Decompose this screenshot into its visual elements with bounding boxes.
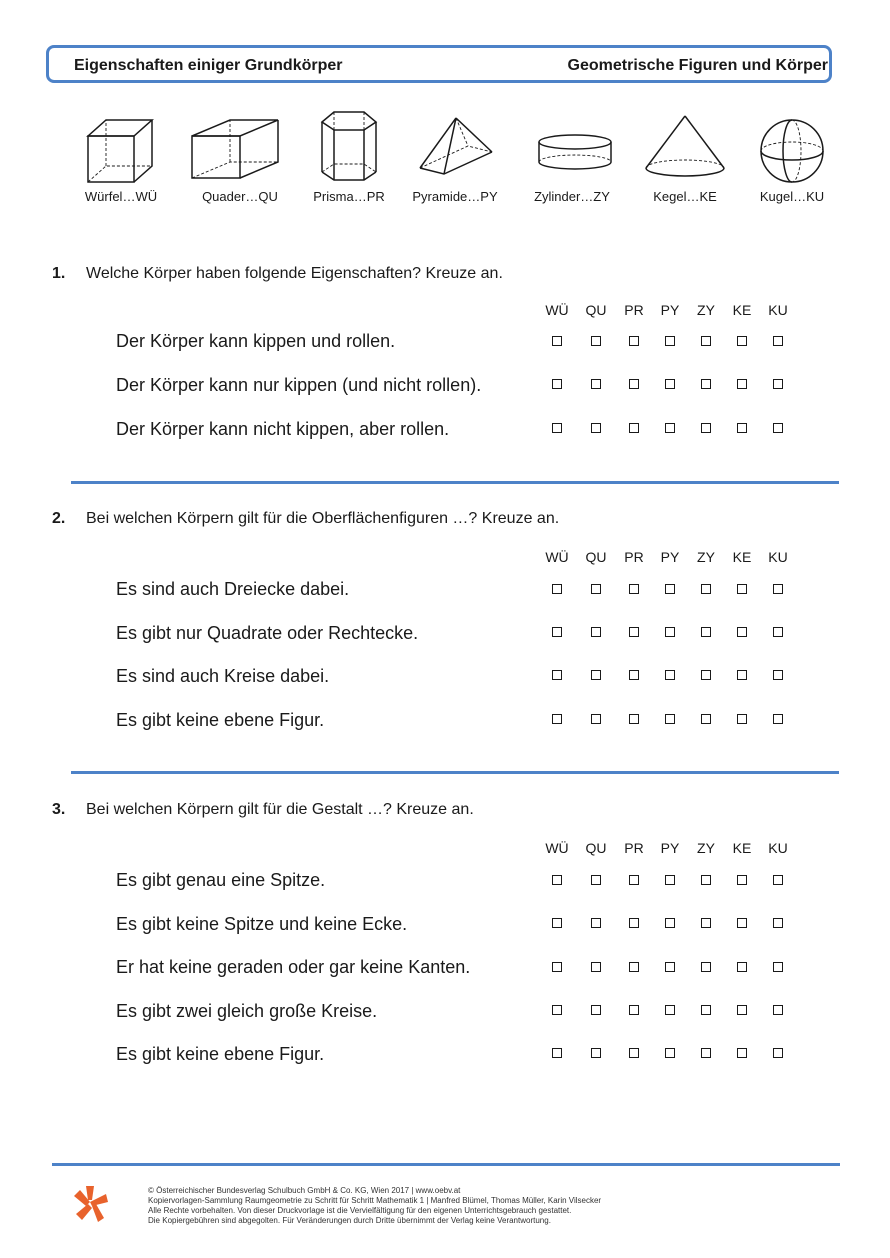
footer-rights: Alle Rechte vorbehalten. Von dieser Druckvorlage ist die Vervielfältigung für den eigenen Unterrichtsgebrauch gestattet. (148, 1206, 572, 1215)
col-head-ke: KE (732, 549, 752, 565)
task-3-statement-5: Es gibt keine ebene Figur. (116, 1044, 325, 1064)
col-head-qu: QU (585, 302, 607, 318)
task-3-statement-1: Es gibt genau eine Spitze. (116, 870, 326, 890)
checkbox-task2-row3-pr[interactable] (629, 670, 639, 680)
col-head-ku: KU (768, 549, 788, 565)
checkbox-task1-row3-ku[interactable] (773, 423, 783, 433)
task-1-question: Welche Körper haben folgende Eigenschaften? Kreuze an. (86, 265, 503, 282)
prism-icon (318, 108, 380, 186)
task-1-statement-1: Der Körper kann kippen und rollen. (116, 331, 396, 351)
checkbox-task2-row2-qu[interactable] (591, 627, 601, 637)
sphere-icon (757, 116, 827, 186)
header-left-title: Eigenschaften einiger Grundkörper (74, 57, 343, 74)
shape-label-prism: Prisma…PR (313, 189, 385, 204)
shape-label-cone: Kegel…KE (653, 189, 717, 204)
checkbox-task2-row4-zy[interactable] (701, 714, 711, 724)
task-3-statement-3: Er hat keine geraden oder gar keine Kanten. (116, 957, 471, 977)
section-divider (71, 771, 839, 774)
checkbox-task3-row2-zy[interactable] (701, 918, 711, 928)
checkbox-task2-row1-pr[interactable] (629, 584, 639, 594)
checkbox-task2-row2-py[interactable] (665, 627, 675, 637)
checkbox-task2-row3-zy[interactable] (701, 670, 711, 680)
checkbox-task1-row3-zy[interactable] (701, 423, 711, 433)
checkbox-task2-row2-ke[interactable] (737, 627, 747, 637)
checkbox-task1-row1-py[interactable] (665, 336, 675, 346)
checkbox-task1-row2-zy[interactable] (701, 379, 711, 389)
col-head-ku: KU (768, 302, 788, 318)
checkbox-task2-row3-ke[interactable] (737, 670, 747, 680)
checkbox-task1-row1-qu[interactable] (591, 336, 601, 346)
task-3-question: Bei welchen Körpern gilt für die Gestalt …? Kreuze an. (86, 801, 474, 818)
task-3-statement-2: Es gibt keine Spitze und keine Ecke. (116, 914, 408, 934)
checkbox-task1-row1-wü[interactable] (552, 336, 562, 346)
checkbox-task3-row5-ke[interactable] (737, 1048, 747, 1058)
task-2-question: Bei welchen Körpern gilt für die Oberflächenfiguren …? Kreuze an. (86, 510, 560, 527)
checkbox-task1-row3-py[interactable] (665, 423, 675, 433)
checkbox-task3-row2-qu[interactable] (591, 918, 601, 928)
task-1-number: 1. (52, 265, 66, 282)
checkbox-task3-row5-ku[interactable] (773, 1048, 783, 1058)
col-head-ku: KU (768, 840, 788, 856)
col-head-zy: ZY (697, 840, 715, 856)
col-head-py: PY (660, 302, 680, 318)
checkbox-task3-row4-py[interactable] (665, 1005, 675, 1015)
footer-disclaimer: Die Kopiergebühren sind abgegolten. Für Veränderungen durch Dritte übernimmt der Verlag keine Verantwortung. (148, 1216, 551, 1225)
checkbox-task2-row1-py[interactable] (665, 584, 675, 594)
checkbox-task1-row2-wü[interactable] (552, 379, 562, 389)
checkbox-task1-row1-pr[interactable] (629, 336, 639, 346)
col-head-wu: WÜ (545, 840, 569, 856)
checkbox-task3-row4-ku[interactable] (773, 1005, 783, 1015)
checkbox-task3-row1-ke[interactable] (737, 875, 747, 885)
checkbox-task2-row3-qu[interactable] (591, 670, 601, 680)
col-head-pr: PR (624, 549, 644, 565)
task-2-statement-2: Es gibt nur Quadrate oder Rechtecke. (116, 623, 419, 643)
shape-label-sphere: Kugel…KU (759, 189, 825, 204)
checkbox-task3-row5-zy[interactable] (701, 1048, 711, 1058)
checkbox-task1-row2-ku[interactable] (773, 379, 783, 389)
col-head-pr: PR (624, 302, 644, 318)
task-3-statement-4: Es gibt zwei gleich große Kreise. (116, 1001, 378, 1021)
checkbox-task3-row3-qu[interactable] (591, 962, 601, 972)
checkbox-task3-row3-wü[interactable] (552, 962, 562, 972)
col-head-wu: WÜ (545, 549, 569, 565)
checkbox-task3-row3-py[interactable] (665, 962, 675, 972)
col-head-py: PY (660, 840, 680, 856)
col-head-pr: PR (624, 840, 644, 856)
shape-label-pyramid: Pyramide…PY (412, 189, 498, 204)
task-2-number: 2. (52, 510, 66, 527)
task-2-statement-1: Es sind auch Dreiecke dabei. (116, 579, 350, 599)
header-right-title: Geometrische Figuren und Körper (567, 57, 828, 74)
checkbox-task1-row3-qu[interactable] (591, 423, 601, 433)
checkbox-task2-row1-ke[interactable] (737, 584, 747, 594)
checkbox-task3-row3-pr[interactable] (629, 962, 639, 972)
checkbox-task2-row2-ku[interactable] (773, 627, 783, 637)
pyramid-icon (416, 114, 496, 180)
task-2-statement-3: Es sind auch Kreise dabei. (116, 666, 330, 686)
checkbox-task2-row3-py[interactable] (665, 670, 675, 680)
col-head-zy: ZY (697, 302, 715, 318)
col-head-zy: ZY (697, 549, 715, 565)
checkbox-task3-row2-ke[interactable] (737, 918, 747, 928)
checkbox-task1-row2-ke[interactable] (737, 379, 747, 389)
checkbox-task2-row4-pr[interactable] (629, 714, 639, 724)
cone-icon (642, 112, 728, 180)
checkbox-task3-row1-zy[interactable] (701, 875, 711, 885)
checkbox-task2-row2-zy[interactable] (701, 627, 711, 637)
checkbox-task1-row1-zy[interactable] (701, 336, 711, 346)
checkbox-task2-row4-qu[interactable] (591, 714, 601, 724)
publisher-logo-icon (70, 1184, 110, 1224)
checkbox-task2-row4-wü[interactable] (552, 714, 562, 724)
checkbox-task3-row4-ke[interactable] (737, 1005, 747, 1015)
checkbox-task2-row2-wü[interactable] (552, 627, 562, 637)
checkbox-task3-row1-py[interactable] (665, 875, 675, 885)
checkbox-task2-row4-ke[interactable] (737, 714, 747, 724)
checkbox-task1-row2-qu[interactable] (591, 379, 601, 389)
checkbox-task3-row3-ku[interactable] (773, 962, 783, 972)
checkbox-task2-row3-ku[interactable] (773, 670, 783, 680)
checkbox-task3-row1-wü[interactable] (552, 875, 562, 885)
col-head-wu: WÜ (545, 302, 569, 318)
col-head-py: PY (660, 549, 680, 565)
checkbox-task2-row4-ku[interactable] (773, 714, 783, 724)
footer-divider (52, 1163, 840, 1166)
task-1-statement-2: Der Körper kann nur kippen (und nicht rollen). (116, 375, 482, 395)
checkbox-task3-row5-wü[interactable] (552, 1048, 562, 1058)
shape-label-cylinder: Zylinder…ZY (534, 189, 610, 204)
task-3-number: 3. (52, 801, 66, 818)
checkbox-task3-row5-qu[interactable] (591, 1048, 601, 1058)
checkbox-task3-row4-qu[interactable] (591, 1005, 601, 1015)
shape-label-cuboid: Quader…QU (202, 189, 278, 204)
checkbox-task3-row4-wü[interactable] (552, 1005, 562, 1015)
checkbox-task3-row1-pr[interactable] (629, 875, 639, 885)
checkbox-task2-row2-pr[interactable] (629, 627, 639, 637)
checkbox-task2-row3-wü[interactable] (552, 670, 562, 680)
cube-icon (82, 114, 158, 188)
checkbox-task1-row2-py[interactable] (665, 379, 675, 389)
section-divider (71, 481, 839, 484)
checkbox-task3-row2-ku[interactable] (773, 918, 783, 928)
footer-copyright: © Österreichischer Bundesverlag Schulbuch GmbH & Co. KG, Wien 2017 | www.oebv.at (148, 1186, 461, 1195)
checkbox-task1-row3-pr[interactable] (629, 423, 639, 433)
checkbox-task2-row1-ku[interactable] (773, 584, 783, 594)
checkbox-task1-row3-wü[interactable] (552, 423, 562, 433)
checkbox-task3-row1-qu[interactable] (591, 875, 601, 885)
task-1-statement-3: Der Körper kann nicht kippen, aber rollen. (116, 419, 450, 439)
checkbox-task2-row1-qu[interactable] (591, 584, 601, 594)
cuboid-icon (186, 116, 282, 182)
footer-credits: Kopiervorlagen-Sammlung Raumgeometrie zu Schritt für Schritt Mathematik 1 | Manfred Blümel, Thomas Müller, Karin Vilsecker (148, 1196, 602, 1205)
shape-label-cube: Würfel…WÜ (84, 189, 158, 204)
col-head-qu: QU (585, 549, 607, 565)
checkbox-task1-row3-ke[interactable] (737, 423, 747, 433)
cylinder-icon (536, 132, 614, 174)
checkbox-task3-row1-ku[interactable] (773, 875, 783, 885)
checkbox-task3-row3-zy[interactable] (701, 962, 711, 972)
task-2-statement-4: Es gibt keine ebene Figur. (116, 710, 325, 730)
checkbox-task1-row1-ku[interactable] (773, 336, 783, 346)
checkbox-task3-row2-pr[interactable] (629, 918, 639, 928)
checkbox-task1-row1-ke[interactable] (737, 336, 747, 346)
col-head-ke: KE (732, 840, 752, 856)
checkbox-task3-row2-py[interactable] (665, 918, 675, 928)
col-head-ke: KE (732, 302, 752, 318)
checkbox-task3-row5-pr[interactable] (629, 1048, 639, 1058)
checkbox-task2-row1-zy[interactable] (701, 584, 711, 594)
checkbox-task2-row1-wü[interactable] (552, 584, 562, 594)
checkbox-task3-row3-ke[interactable] (737, 962, 747, 972)
checkbox-task3-row2-wü[interactable] (552, 918, 562, 928)
checkbox-task3-row4-pr[interactable] (629, 1005, 639, 1015)
checkbox-task1-row2-pr[interactable] (629, 379, 639, 389)
checkbox-task2-row4-py[interactable] (665, 714, 675, 724)
col-head-qu: QU (585, 840, 607, 856)
checkbox-task3-row5-py[interactable] (665, 1048, 675, 1058)
checkbox-task3-row4-zy[interactable] (701, 1005, 711, 1015)
